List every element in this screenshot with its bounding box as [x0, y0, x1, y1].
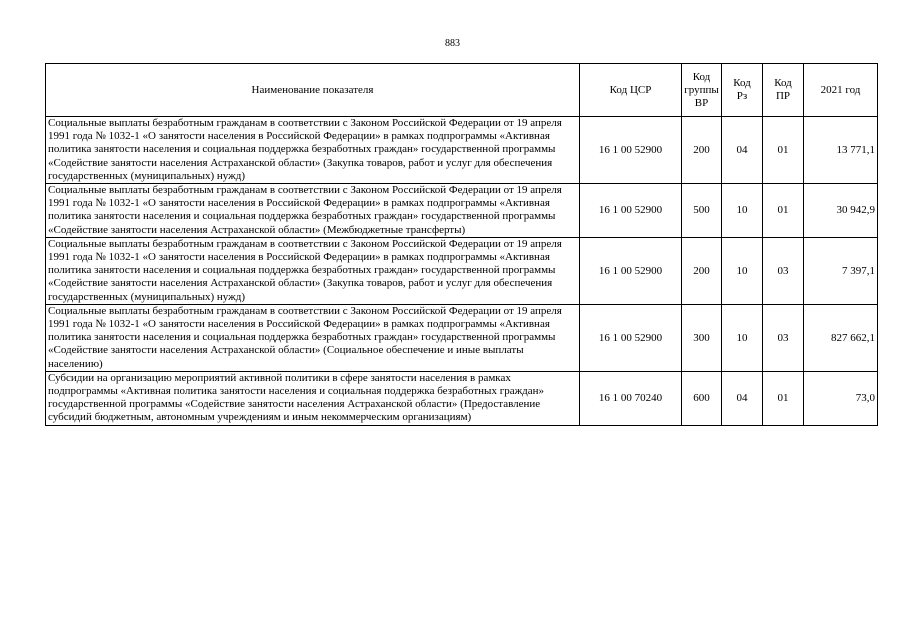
header-vr-line: Код — [692, 70, 711, 83]
header-rz — [722, 64, 763, 117]
row-amount: 30 942,9 — [804, 184, 878, 238]
row-name: Социальные выплаты безработным гражданам в соответствии с Законом Российской Федерации от 19 апреля 1991 года № 1032-1 «О занятости населения в Российской Федерации» в рамках подпрограммы «Активная политика занятости населения и социальная поддержка безработных граждан» государственной программы «Содействие занятости населения Астраханской области» (Закупка товаров, работ и услуг для обеспечения государственных (муниципальных) нужд) — [46, 237, 580, 304]
row-csr: 16 1 00 52900 — [580, 184, 682, 238]
header-year: 2021 год — [804, 64, 878, 117]
table-row — [46, 237, 878, 304]
row-csr: 16 1 00 70240 — [580, 371, 682, 425]
row-name: Социальные выплаты безработным гражданам в соответствии с Законом Российской Федерации от 19 апреля 1991 года № 1032-1 «О занятости населения в Российской Федерации» в рамках подпрограммы «Активная политика занятости населения и социальная поддержка безработных граждан» государственной программы «Содействие занятости населения Астраханской области» (Социальное обеспечение и иные выплаты населению) — [46, 304, 580, 371]
row-pr: 03 — [763, 237, 804, 304]
row-amount: 73,0 — [804, 371, 878, 425]
row-vr: 200 — [682, 237, 722, 304]
row-name: Субсидии на организацию мероприятий активной политики в сфере занятости населения в рамках подпрограммы «Активная политика занятости населения и социальная поддержка безработных граждан» государственной программы «Содействие занятости населения Астраханской области» (Предоставление субсидий бюджетным, автономным учреждениям и иным некоммерческим организациям) — [46, 371, 580, 425]
table-row — [46, 304, 878, 371]
row-pr: 01 — [763, 371, 804, 425]
row-rz: 10 — [722, 304, 763, 371]
header-rz-line: Рз — [736, 90, 748, 102]
table-row — [46, 371, 878, 425]
header-vr-line: ВР — [694, 96, 709, 109]
table-row — [46, 184, 878, 238]
row-amount: 13 771,1 — [804, 117, 878, 184]
header-vr-line: группы — [684, 83, 719, 96]
row-name: Социальные выплаты безработным гражданам в соответствии с Законом Российской Федерации от 19 апреля 1991 года № 1032-1 «О занятости населения в Российской Федерации» в рамках подпрограммы «Активная политика занятости населения и социальная поддержка безработных граждан» государственной программы «Содействие занятости населения Астраханской области» (Закупка товаров, работ и услуг для обеспечения государственных (муниципальных) нужд) — [46, 117, 580, 184]
row-pr: 01 — [763, 117, 804, 184]
row-vr: 600 — [682, 371, 722, 425]
row-csr: 16 1 00 52900 — [580, 304, 682, 371]
page-number: 883 — [445, 38, 460, 49]
row-csr: 16 1 00 52900 — [580, 117, 682, 184]
row-pr: 01 — [763, 184, 804, 238]
header-name: Наименование показателя — [46, 64, 580, 117]
row-rz: 10 — [722, 184, 763, 238]
budget-table — [45, 63, 878, 426]
table-header-row — [46, 64, 878, 117]
row-amount: 827 662,1 — [804, 304, 878, 371]
header-csr: Код ЦСР — [580, 64, 682, 117]
row-rz: 04 — [722, 371, 763, 425]
row-vr: 200 — [682, 117, 722, 184]
row-pr: 03 — [763, 304, 804, 371]
row-amount: 7 397,1 — [804, 237, 878, 304]
header-pr-line: Код — [774, 77, 792, 89]
table-row — [46, 117, 878, 184]
row-name: Социальные выплаты безработным гражданам в соответствии с Законом Российской Федерации от 19 апреля 1991 года № 1032-1 «О занятости населения в Российской Федерации» в рамках подпрограммы «Активная политика занятости населения и социальная поддержка безработных граждан» государственной программы «Содействие занятости населения Астраханской области» (Межбюджетные трансферты) — [46, 184, 580, 238]
row-rz: 04 — [722, 117, 763, 184]
row-rz: 10 — [722, 237, 763, 304]
header-pr — [763, 64, 804, 117]
header-rz-line: Код — [733, 77, 751, 89]
header-vr — [682, 64, 722, 117]
row-vr: 300 — [682, 304, 722, 371]
header-pr-line: ПР — [775, 90, 791, 102]
row-vr: 500 — [682, 184, 722, 238]
row-csr: 16 1 00 52900 — [580, 237, 682, 304]
